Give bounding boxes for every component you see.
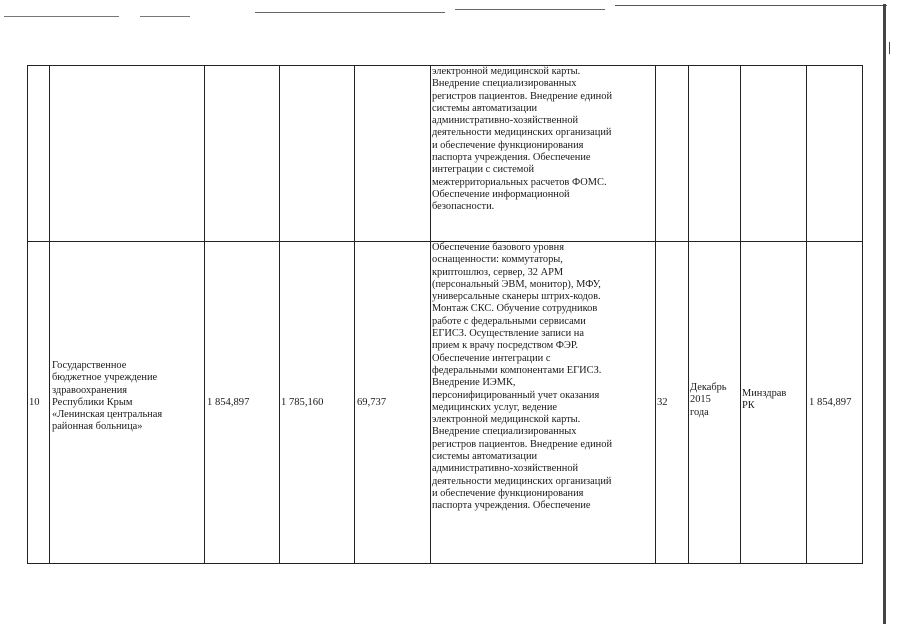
scan-edge-line — [4, 16, 119, 17]
amount-federal: 1 785,160 — [281, 397, 324, 408]
measures-description: Обеспечение базового уровня оснащенности: коммутаторы, криптошлюз, сервер, 32 АРМ (персональный ЭВМ, монитор), МФУ, универсальные сканеры штрих-кодов. Монтаж СКС. Обучение сотрудников работе с федеральными сервисами ЕГИСЗ. Осуществление записи на прием к врачу посредством ФЭР. Обеспечение интеграции с федеральными компонентами ЕГИСЗ. Внедрение ИЭМК, персонифицированный учет оказания медицинских услуг, ведение электронной медицинской карты. Внедрение специализированных регистров пациентов. Внедрение единой системы автоматизации административно-хозяйственной деятельности медицинских организаций и обеспечение функционирования паспорта учреждения. Обеспечение — [432, 242, 612, 512]
column-border — [279, 65, 280, 563]
final-amount: 1 854,897 — [809, 397, 852, 408]
column-border — [862, 65, 863, 563]
deadline: Декабрь 2015 года — [690, 382, 727, 418]
scan-edge-line — [883, 4, 886, 624]
institution-name: Государственное бюджетное учреждение здравоохранения Республики Крым «Ленинская центральная районная больница» — [52, 360, 163, 433]
scan-edge-line — [455, 9, 605, 10]
column-border — [430, 65, 431, 563]
row-number: 10 — [29, 397, 40, 408]
prev-row-description: электронной медицинской карты. Внедрение специализированных регистров пациентов. Внедрение единой системы автоматизации административно-хозяйственной деятельности медицинских организаций и обеспечение функционирования паспорта учреждения. Обеспечение интеграции с системой межтерриториальных расчетов ФОМС. Обеспечение информационной безопасности. — [432, 66, 612, 213]
column-border — [354, 65, 355, 563]
column-border — [688, 65, 689, 563]
column-border — [49, 65, 50, 563]
column-border — [740, 65, 741, 563]
quantity: 32 — [657, 397, 668, 408]
amount-regional: 69,737 — [357, 397, 387, 408]
table-bottom-border — [27, 563, 863, 564]
scan-edge-line — [889, 42, 890, 54]
scan-edge-line — [140, 16, 190, 17]
column-border — [27, 65, 28, 563]
column-border — [806, 65, 807, 563]
scan-edge-line — [615, 5, 887, 6]
column-border — [204, 65, 205, 563]
total-amount: 1 854,897 — [207, 397, 250, 408]
column-border — [655, 65, 656, 563]
scan-edge-line — [255, 12, 445, 13]
responsible-body: Минздрав РК — [742, 388, 787, 412]
